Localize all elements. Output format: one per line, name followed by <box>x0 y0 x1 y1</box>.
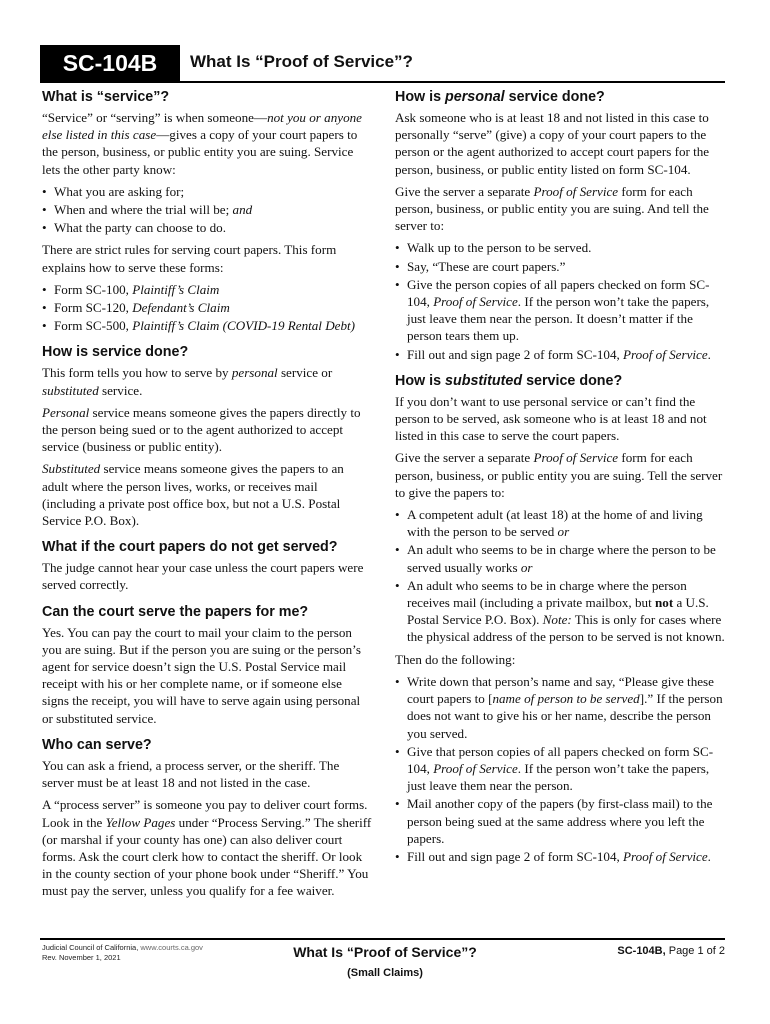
emphasis: personal <box>231 365 278 381</box>
form-list <box>42 281 372 335</box>
text: Give that person copies of all papers checked on form SC-104, <box>407 743 714 776</box>
list-item <box>42 219 372 236</box>
emphasis: Plaintiff’s Claim (COVID-19 Rental Debt) <box>132 318 356 334</box>
section-who-can-serve <box>42 736 372 900</box>
list-item <box>395 506 725 540</box>
form-number-badge <box>40 45 180 81</box>
form-number: SC-104B <box>62 49 158 76</box>
text: a U.S. Postal Service P.O. Box). <box>407 595 709 628</box>
footer-subtitle: (Small Claims) <box>347 967 423 979</box>
text: . <box>707 346 711 362</box>
bullet-list <box>395 239 725 362</box>
page-number: Page 1 of 2 <box>665 945 725 957</box>
paragraph <box>395 183 725 235</box>
text: service. <box>98 382 143 398</box>
strong-text: not <box>654 595 674 611</box>
paragraph: If you don’t want to use personal service or can’t find the person to be served, ask someone who is at least 18 and not listed in this case to serve the court papers. <box>395 393 707 444</box>
paragraph <box>42 364 372 398</box>
page-title: What Is “Proof of Service”? <box>190 52 413 71</box>
text: Fill out and sign page 2 of form SC-104, <box>407 848 624 864</box>
text: Give the server a separate <box>395 450 534 466</box>
section-heading <box>395 372 725 390</box>
paragraph: Then do the following: <box>395 651 516 667</box>
list-item: • Walk up to the person to be served. <box>395 239 725 256</box>
text: service or <box>277 365 333 381</box>
text: Form SC-120, <box>54 300 133 316</box>
emphasis: Proof of Service <box>533 450 619 466</box>
list-item: • Say, “These are court papers.” <box>395 258 725 275</box>
text: Form SC-100, <box>54 281 133 297</box>
emphasis: not you or anyone else listed in this case <box>42 110 362 143</box>
list-item <box>395 541 725 575</box>
list-item <box>395 577 725 646</box>
paragraph <box>42 404 372 456</box>
text: An adult who seems to be in charge where the person receives mail (including a private mailbox, but <box>407 577 687 611</box>
text: This is only for cases where the physical address of the person to be served is not known. <box>407 612 725 645</box>
text: form for each person, business, or public entity you are suing. Tell the server to give the papers to: <box>395 450 723 500</box>
text: service means someone gives the papers directly to the person being sued or to the agent authorized to accept service (business or public entity). <box>42 404 361 455</box>
text: service means someone gives the papers to an adult where the person lives, works, or receives mail (including a private post office box, but not a U.S. Postal Service P.O. Box). <box>42 461 344 529</box>
paragraph: You can ask a friend, a process server, or the sheriff. The server must be at least 18 and not listed in the case. <box>42 757 340 791</box>
emphasis: Defendant’s Claim <box>132 300 230 316</box>
section-heading <box>395 88 725 106</box>
emphasis: substituted <box>42 382 99 398</box>
text: ].” If the person does not want to give his or her name, describe the person you served. <box>407 691 723 741</box>
paragraph <box>395 449 725 501</box>
paragraph <box>42 796 372 899</box>
text: A “process server” is someone you pay to deliver court forms. Look in the <box>42 797 368 830</box>
emphasis: substituted <box>445 372 523 389</box>
revision-date: Rev. November 1, 2021 <box>42 953 121 962</box>
section-how-is-service-done <box>42 343 372 529</box>
emphasis: Substituted <box>42 461 101 477</box>
emphasis: Proof of Service <box>433 760 518 776</box>
text: service done? <box>504 89 605 105</box>
list-item: • Mail another copy of the papers (by first-class mail) to the person being sued at the same address where you left the papers. <box>395 795 725 847</box>
emphasis: or <box>557 524 570 540</box>
emphasis: Proof of Service <box>623 848 708 864</box>
emphasis: Proof of Service <box>433 294 518 310</box>
text: . <box>707 848 711 864</box>
emphasis: Proof of Service <box>533 183 619 199</box>
list-item <box>395 743 725 795</box>
list-item <box>42 183 372 200</box>
paragraph: Ask someone who is at least 18 and not listed in this case to personally “serve” (give) a copy of your court papers to the person or the agent authorized to accept court papers for the person, business, or public entity listed on form SC-104. <box>395 110 710 177</box>
bullet-list <box>42 183 372 237</box>
list-item <box>42 281 372 298</box>
text: under “Process Serving.” The sheriff (or marshal if your county has one) can also deliver court forms. Ask the court clerk how to contact the sheriff. Or look in the county section of your phone book under “Sheriff.” You must pay the server, unless you qualify for a fee waiver. <box>42 814 372 899</box>
emphasis: Yellow Pages <box>105 814 176 830</box>
section-personal-service <box>395 88 725 363</box>
paragraph <box>42 460 372 529</box>
text: How is <box>395 372 446 389</box>
paragraph: Yes. You can pay the court to mail your claim to the person you are suing. But if the person you are suing or the person’s agent for service doesn’t sign the U.S. Postal Service mail receipt with his or her complete name, or if someone else signs the receipt, you will have to serve again using personal or substituted service. <box>42 624 361 726</box>
emphasis: and <box>232 202 253 218</box>
footer-divider <box>40 938 725 940</box>
footer-form-number: SC-104B, <box>617 945 666 957</box>
bullet-list <box>395 673 725 865</box>
section-not-served <box>42 538 372 593</box>
text: A competent adult (at least 18) at the home of and living with the person to be served <box>407 507 703 540</box>
list-item <box>395 346 725 363</box>
list-item <box>42 317 372 334</box>
list-item <box>395 848 725 865</box>
text: When and where the trial will be; <box>54 202 233 218</box>
right-column <box>395 88 725 870</box>
publisher-url: www.courts.ca.gov <box>140 943 203 952</box>
text: . If the person won’t take the papers, just leave them near the person. It doesn’t matter if the person tears them up. <box>407 294 710 344</box>
section-heading: Who can serve? <box>42 736 152 753</box>
section-heading: What is “service”? <box>42 89 170 105</box>
text: What you are asking for; <box>54 183 185 199</box>
text: . If the person won’t take the papers, just leave them near the person. <box>407 760 710 794</box>
text: “Service” or “serving” is when someone— <box>42 110 268 125</box>
list-item <box>42 299 372 316</box>
text: Write down that person’s name and say, “Please give these court papers to [ <box>407 673 714 707</box>
emphasis: name of person to be served <box>492 691 640 707</box>
text: How is <box>395 89 446 105</box>
emphasis: Note: <box>542 612 572 628</box>
text: —gives a copy of your court papers to the person, business, or public entity you are suing. Service lets the other party know: <box>42 127 358 177</box>
footer-title-block <box>255 944 515 981</box>
section-heading: Can the court serve the papers for me? <box>42 603 309 620</box>
text: An adult who seems to be in charge where the person to be served usually works <box>407 542 716 575</box>
list-item <box>395 673 725 742</box>
text: Give the person copies of all papers checked on form SC-104, <box>407 276 710 310</box>
text: What the party can choose to do. <box>54 220 226 236</box>
paragraph: The judge cannot hear your case unless the court papers were served correctly. <box>42 560 364 593</box>
publisher-name: Judicial Council of California, <box>42 943 141 952</box>
section-what-is-service <box>42 88 372 334</box>
publisher-line <box>42 943 203 953</box>
text: Give the server a separate <box>395 183 534 199</box>
emphasis: Plaintiff’s Claim <box>132 281 220 297</box>
emphasis: Personal <box>42 404 90 420</box>
paragraph: There are strict rules for serving court papers. This form explains how to serve these forms: <box>42 242 337 275</box>
footer-page-info <box>600 945 725 957</box>
emphasis: or <box>520 559 533 575</box>
text: form for each person, business, or public entity you are suing. And tell the server to: <box>395 183 709 234</box>
list-item <box>42 201 372 218</box>
text: This form tells you how to serve by <box>42 365 232 381</box>
footer-publisher <box>42 943 203 963</box>
left-column <box>42 88 372 905</box>
emphasis: Proof of Service <box>623 346 708 362</box>
section-heading: How is service done? <box>42 344 189 361</box>
bullet-list <box>395 506 725 646</box>
footer-title: What Is “Proof of Service”? <box>293 944 477 960</box>
emphasis: personal <box>445 89 505 105</box>
list-item <box>395 276 725 345</box>
text: Fill out and sign page 2 of form SC-104, <box>407 346 624 362</box>
paragraph <box>42 109 372 178</box>
section-court-serve <box>42 603 372 727</box>
section-substituted-service <box>395 372 725 865</box>
section-heading: What if the court papers do not get served? <box>42 539 338 556</box>
text: Form SC-500, <box>54 318 133 334</box>
text: service done? <box>522 372 623 389</box>
header-divider <box>40 81 725 83</box>
